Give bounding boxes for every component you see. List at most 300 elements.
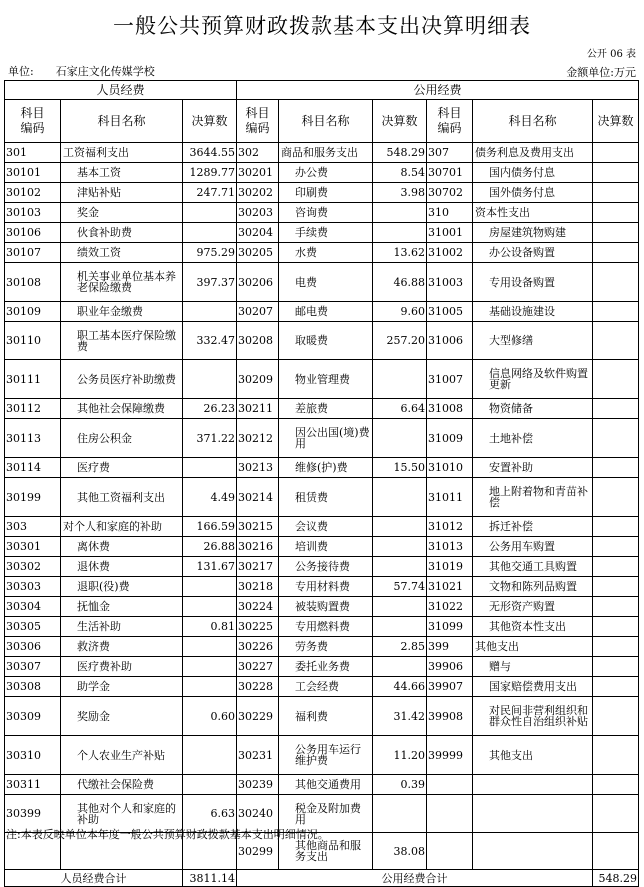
code-cell: 30701 [427, 163, 473, 183]
amount-cell [593, 458, 639, 478]
amount-cell: 371.22 [183, 419, 237, 458]
table-row [5, 677, 639, 697]
amount-cell: 397.37 [183, 263, 237, 302]
name-cell [473, 833, 593, 870]
amount-cell [183, 657, 237, 677]
code-cell: 30214 [237, 478, 279, 517]
name-cell: 公务接待费 [279, 557, 373, 577]
name-cell: 取暖费 [279, 322, 373, 360]
table-row [5, 775, 639, 795]
code-cell: 31021 [427, 577, 473, 597]
code-cell: 31003 [427, 263, 473, 302]
name-cell: 医疗费补助 [61, 657, 183, 677]
name-cell: 其他交通费用 [279, 775, 373, 795]
name-cell: 个人农业生产补贴 [61, 736, 183, 775]
name-cell: 公务用车运行维护费 [279, 736, 373, 775]
amount-cell [593, 736, 639, 775]
name-cell: 其他对个人和家庭的补助 [61, 795, 183, 833]
table-row [5, 557, 639, 577]
table-row [5, 243, 639, 263]
table-row [5, 322, 639, 360]
table-row [5, 223, 639, 243]
group-header-row [5, 81, 639, 100]
amount-cell [183, 736, 237, 775]
amount-cell: 332.47 [183, 322, 237, 360]
name-cell: 公务员医疗补助缴费 [61, 360, 183, 399]
code-cell: 30399 [5, 795, 61, 833]
code-cell: 30101 [5, 163, 61, 183]
name-cell: 租赁费 [279, 478, 373, 517]
total-personnel-label: 人员经费合计 [5, 870, 183, 887]
name-cell: 培训费 [279, 537, 373, 557]
amount-cell: 3644.55 [183, 143, 237, 163]
name-cell: 办公设备购置 [473, 243, 593, 263]
name-cell: 代缴社会保险费 [61, 775, 183, 795]
amount-cell [373, 203, 427, 223]
name-cell: 办公费 [279, 163, 373, 183]
code-cell: 30307 [5, 657, 61, 677]
amount-cell: 0.81 [183, 617, 237, 637]
amount-cell [183, 203, 237, 223]
code-cell: 30299 [237, 833, 279, 870]
amount-cell [373, 617, 427, 637]
name-cell: 基本工资 [61, 163, 183, 183]
amount-cell [593, 795, 639, 833]
name-cell: 委托业务费 [279, 657, 373, 677]
amount-cell [373, 795, 427, 833]
name-cell: 拆迁补偿 [473, 517, 593, 537]
code-cell: 30109 [5, 302, 61, 322]
code-cell: 30202 [237, 183, 279, 203]
table-row [5, 537, 639, 557]
col-amount: 决算数 [373, 100, 427, 143]
name-cell: 工会经费 [279, 677, 373, 697]
group-personnel: 人员经费 [5, 81, 237, 100]
table-row [5, 302, 639, 322]
code-cell: 302 [237, 143, 279, 163]
code-cell: 303 [5, 517, 61, 537]
code-cell: 30310 [5, 736, 61, 775]
code-cell: 30231 [237, 736, 279, 775]
name-cell: 无形资产购置 [473, 597, 593, 617]
amount-cell: 31.42 [373, 697, 427, 736]
amount-cell [593, 263, 639, 302]
amount-cell [183, 637, 237, 657]
amount-cell [593, 143, 639, 163]
table-row [5, 517, 639, 537]
table-row [5, 637, 639, 657]
code-cell: 30106 [5, 223, 61, 243]
table-row [5, 617, 639, 637]
name-cell: 退职(役)费 [61, 577, 183, 597]
table-row [5, 163, 639, 183]
amount-cell: 2.85 [373, 637, 427, 657]
code-cell: 30229 [237, 697, 279, 736]
name-cell: 咨询费 [279, 203, 373, 223]
code-cell: 31001 [427, 223, 473, 243]
name-cell: 电费 [279, 263, 373, 302]
col-name: 科目名称 [279, 100, 373, 143]
amount-cell [593, 478, 639, 517]
amount-cell: 4.49 [183, 478, 237, 517]
name-cell: 机关事业单位基本养老保险缴费 [61, 263, 183, 302]
amount-cell [593, 419, 639, 458]
code-cell: 30114 [5, 458, 61, 478]
table-row [5, 478, 639, 517]
name-cell: 国外债务付息 [473, 183, 593, 203]
table-row [5, 736, 639, 775]
amount-cell [373, 419, 427, 458]
code-cell [427, 795, 473, 833]
table-row [5, 577, 639, 597]
amount-cell [593, 637, 639, 657]
name-cell: 税金及附加费用 [279, 795, 373, 833]
name-cell: 手续费 [279, 223, 373, 243]
amount-cell [593, 833, 639, 870]
code-cell: 30206 [237, 263, 279, 302]
table-row [5, 263, 639, 302]
code-cell: 31006 [427, 322, 473, 360]
name-cell: 其他商品和服务支出 [279, 833, 373, 870]
name-cell: 福利费 [279, 697, 373, 736]
amount-cell [593, 302, 639, 322]
col-code: 科目 编码 [5, 100, 61, 143]
money-unit: 金额单位:万元 [566, 66, 636, 79]
name-cell: 医疗费 [61, 458, 183, 478]
code-cell: 30199 [5, 478, 61, 517]
total-row [5, 870, 639, 887]
name-cell: 劳务费 [279, 637, 373, 657]
code-cell: 30308 [5, 677, 61, 697]
amount-cell [183, 775, 237, 795]
amount-cell: 46.88 [373, 263, 427, 302]
amount-cell [593, 577, 639, 597]
name-cell: 其他交通工具购置 [473, 557, 593, 577]
amount-cell [593, 617, 639, 637]
code-cell: 30201 [237, 163, 279, 183]
amount-cell [593, 203, 639, 223]
amount-cell [183, 223, 237, 243]
code-cell: 30311 [5, 775, 61, 795]
name-cell: 国家赔偿费用支出 [473, 677, 593, 697]
amount-cell [593, 597, 639, 617]
group-public: 公用经费 [237, 81, 639, 100]
amount-cell [373, 557, 427, 577]
name-cell: 住房公积金 [61, 419, 183, 458]
name-cell [473, 795, 593, 833]
amount-cell [593, 183, 639, 203]
code-cell: 30111 [5, 360, 61, 399]
code-cell: 307 [427, 143, 473, 163]
code-cell: 31008 [427, 399, 473, 419]
amount-cell: 15.50 [373, 458, 427, 478]
code-cell: 30301 [5, 537, 61, 557]
code-cell: 31002 [427, 243, 473, 263]
code-cell: 30108 [5, 263, 61, 302]
name-cell: 其他工资福利支出 [61, 478, 183, 517]
amount-cell: 166.59 [183, 517, 237, 537]
amount-cell [373, 517, 427, 537]
amount-cell: 38.08 [373, 833, 427, 870]
name-cell: 房屋建筑物购建 [473, 223, 593, 243]
name-cell: 助学金 [61, 677, 183, 697]
name-cell: 奖金 [61, 203, 183, 223]
amount-cell [593, 657, 639, 677]
amount-cell [593, 360, 639, 399]
code-cell: 30209 [237, 360, 279, 399]
code-cell [427, 833, 473, 870]
unit-line [8, 63, 155, 79]
amount-cell [593, 677, 639, 697]
amount-cell [593, 163, 639, 183]
amount-cell: 9.60 [373, 302, 427, 322]
code-cell: 30207 [237, 302, 279, 322]
code-cell: 30215 [237, 517, 279, 537]
amount-cell: 6.64 [373, 399, 427, 419]
amount-cell [593, 223, 639, 243]
amount-cell: 257.20 [373, 322, 427, 360]
code-cell: 30113 [5, 419, 61, 458]
name-cell: 其他支出 [473, 736, 593, 775]
code-cell: 30204 [237, 223, 279, 243]
name-cell: 奖励金 [61, 697, 183, 736]
expenditure-table [4, 80, 639, 887]
code-cell: 39999 [427, 736, 473, 775]
name-cell: 安置补助 [473, 458, 593, 478]
name-cell: 救济费 [61, 637, 183, 657]
name-cell: 债务利息及费用支出 [473, 143, 593, 163]
code-cell: 30225 [237, 617, 279, 637]
amount-cell [593, 775, 639, 795]
name-cell: 地上附着物和青苗补偿 [473, 478, 593, 517]
code-cell: 31010 [427, 458, 473, 478]
code-cell: 30203 [237, 203, 279, 223]
code-cell: 30217 [237, 557, 279, 577]
code-cell: 31019 [427, 557, 473, 577]
code-cell: 30228 [237, 677, 279, 697]
code-cell: 31007 [427, 360, 473, 399]
name-cell: 差旅费 [279, 399, 373, 419]
form-code: 公开 06 表 [586, 49, 636, 60]
name-cell: 专用燃料费 [279, 617, 373, 637]
code-cell: 30309 [5, 697, 61, 736]
name-cell: 生活补助 [61, 617, 183, 637]
code-cell: 30224 [237, 597, 279, 617]
amount-cell [183, 597, 237, 617]
amount-cell [373, 478, 427, 517]
amount-cell: 1289.77 [183, 163, 237, 183]
code-cell: 399 [427, 637, 473, 657]
name-cell [473, 775, 593, 795]
amount-cell [593, 243, 639, 263]
table-row [5, 419, 639, 458]
col-amount: 决算数 [593, 100, 639, 143]
amount-cell [593, 697, 639, 736]
code-cell: 31009 [427, 419, 473, 458]
code-cell [427, 775, 473, 795]
name-cell: 印刷费 [279, 183, 373, 203]
code-cell: 31012 [427, 517, 473, 537]
name-cell: 资本性支出 [473, 203, 593, 223]
name-cell: 大型修缮 [473, 322, 593, 360]
col-name: 科目名称 [473, 100, 593, 143]
code-cell: 31022 [427, 597, 473, 617]
code-cell: 31005 [427, 302, 473, 322]
report-title: 一般公共预算财政拨款基本支出决算明细表 [113, 14, 531, 38]
code-cell: 30216 [237, 537, 279, 557]
code-cell: 30303 [5, 577, 61, 597]
name-cell: 专用设备购置 [473, 263, 593, 302]
code-cell: 30218 [237, 577, 279, 597]
code-cell: 30208 [237, 322, 279, 360]
code-cell: 30306 [5, 637, 61, 657]
column-header-row [5, 100, 639, 143]
amount-cell: 26.88 [183, 537, 237, 557]
name-cell: 文物和陈列品购置 [473, 577, 593, 597]
table-row [5, 143, 639, 163]
table-row [5, 597, 639, 617]
name-cell: 国内债务付息 [473, 163, 593, 183]
amount-cell [373, 223, 427, 243]
amount-cell: 6.63 [183, 795, 237, 833]
name-cell: 绩效工资 [61, 243, 183, 263]
name-cell: 伙食补助费 [61, 223, 183, 243]
footnote: 注:本表反映单位本年度一般公共预算财政拨款基本支出明细情况。 [6, 828, 329, 841]
code-cell: 30212 [237, 419, 279, 458]
table-row [5, 360, 639, 399]
total-personnel-value: 3811.14 [183, 870, 237, 887]
col-code: 科目 编码 [427, 100, 473, 143]
table-row [5, 203, 639, 223]
amount-cell [593, 517, 639, 537]
name-cell: 因公出国(境)费用 [279, 419, 373, 458]
code-cell: 30213 [237, 458, 279, 478]
amount-cell [183, 677, 237, 697]
table-row [5, 657, 639, 677]
amount-cell [373, 360, 427, 399]
name-cell: 基础设施建设 [473, 302, 593, 322]
name-cell: 维修(护)费 [279, 458, 373, 478]
amount-cell: 26.23 [183, 399, 237, 419]
table-row [5, 458, 639, 478]
code-cell: 30305 [5, 617, 61, 637]
code-cell: 30103 [5, 203, 61, 223]
code-cell: 30239 [237, 775, 279, 795]
amount-cell: 57.74 [373, 577, 427, 597]
code-cell: 30112 [5, 399, 61, 419]
name-cell: 土地补偿 [473, 419, 593, 458]
col-code: 科目 编码 [237, 100, 279, 143]
amount-cell [183, 360, 237, 399]
code-cell: 30702 [427, 183, 473, 203]
code-cell: 310 [427, 203, 473, 223]
name-cell: 职工基本医疗保险缴费 [61, 322, 183, 360]
amount-cell: 0.60 [183, 697, 237, 736]
amount-cell [593, 399, 639, 419]
name-cell: 公务用车购置 [473, 537, 593, 557]
amount-cell: 247.71 [183, 183, 237, 203]
code-cell: 30211 [237, 399, 279, 419]
code-cell: 30240 [237, 795, 279, 833]
name-cell: 职业年金缴费 [61, 302, 183, 322]
name-cell: 其他资本性支出 [473, 617, 593, 637]
code-cell: 39907 [427, 677, 473, 697]
unit-name: 石家庄文化传媒学校 [55, 65, 155, 78]
code-cell: 30302 [5, 557, 61, 577]
name-cell: 邮电费 [279, 302, 373, 322]
amount-cell [373, 537, 427, 557]
amount-cell [183, 577, 237, 597]
name-cell: 被装购置费 [279, 597, 373, 617]
name-cell: 对个人和家庭的补助 [61, 517, 183, 537]
table-row [5, 183, 639, 203]
code-cell: 301 [5, 143, 61, 163]
total-public-label: 公用经费合计 [237, 870, 593, 887]
name-cell: 信息网络及软件购置更新 [473, 360, 593, 399]
amount-cell: 131.67 [183, 557, 237, 577]
amount-cell [593, 557, 639, 577]
amount-cell: 11.20 [373, 736, 427, 775]
amount-cell: 548.29 [373, 143, 427, 163]
amount-cell [593, 322, 639, 360]
code-cell: 30304 [5, 597, 61, 617]
code-cell: 30110 [5, 322, 61, 360]
table-row [5, 697, 639, 736]
code-cell: 30227 [237, 657, 279, 677]
unit-label: 单位: [8, 65, 34, 78]
name-cell: 赠与 [473, 657, 593, 677]
code-cell: 30107 [5, 243, 61, 263]
name-cell: 退休费 [61, 557, 183, 577]
amount-cell [183, 302, 237, 322]
name-cell: 抚恤金 [61, 597, 183, 617]
name-cell: 商品和服务支出 [279, 143, 373, 163]
name-cell: 物业管理费 [279, 360, 373, 399]
code-cell: 31013 [427, 537, 473, 557]
amount-cell [593, 537, 639, 557]
amount-cell [373, 657, 427, 677]
code-cell: 30205 [237, 243, 279, 263]
amount-cell [373, 597, 427, 617]
amount-cell: 44.66 [373, 677, 427, 697]
name-cell: 对民间非营利组织和群众性自治组织补贴 [473, 697, 593, 736]
code-cell: 31011 [427, 478, 473, 517]
amount-cell: 3.98 [373, 183, 427, 203]
code-cell: 30102 [5, 183, 61, 203]
name-cell: 津贴补贴 [61, 183, 183, 203]
name-cell: 水费 [279, 243, 373, 263]
code-cell: 30226 [237, 637, 279, 657]
amount-cell [183, 458, 237, 478]
name-cell: 离休费 [61, 537, 183, 557]
code-cell: 31099 [427, 617, 473, 637]
name-cell: 物资储备 [473, 399, 593, 419]
table-row [5, 399, 639, 419]
name-cell: 其他社会保障缴费 [61, 399, 183, 419]
col-name: 科目名称 [61, 100, 183, 143]
name-cell: 会议费 [279, 517, 373, 537]
name-cell: 专用材料费 [279, 577, 373, 597]
name-cell: 其他支出 [473, 637, 593, 657]
col-amount: 决算数 [183, 100, 237, 143]
amount-cell: 8.54 [373, 163, 427, 183]
amount-cell: 975.29 [183, 243, 237, 263]
code-cell: 39908 [427, 697, 473, 736]
amount-cell: 0.39 [373, 775, 427, 795]
name-cell: 工资福利支出 [61, 143, 183, 163]
amount-cell: 13.62 [373, 243, 427, 263]
total-public-value: 548.29 [593, 870, 639, 887]
